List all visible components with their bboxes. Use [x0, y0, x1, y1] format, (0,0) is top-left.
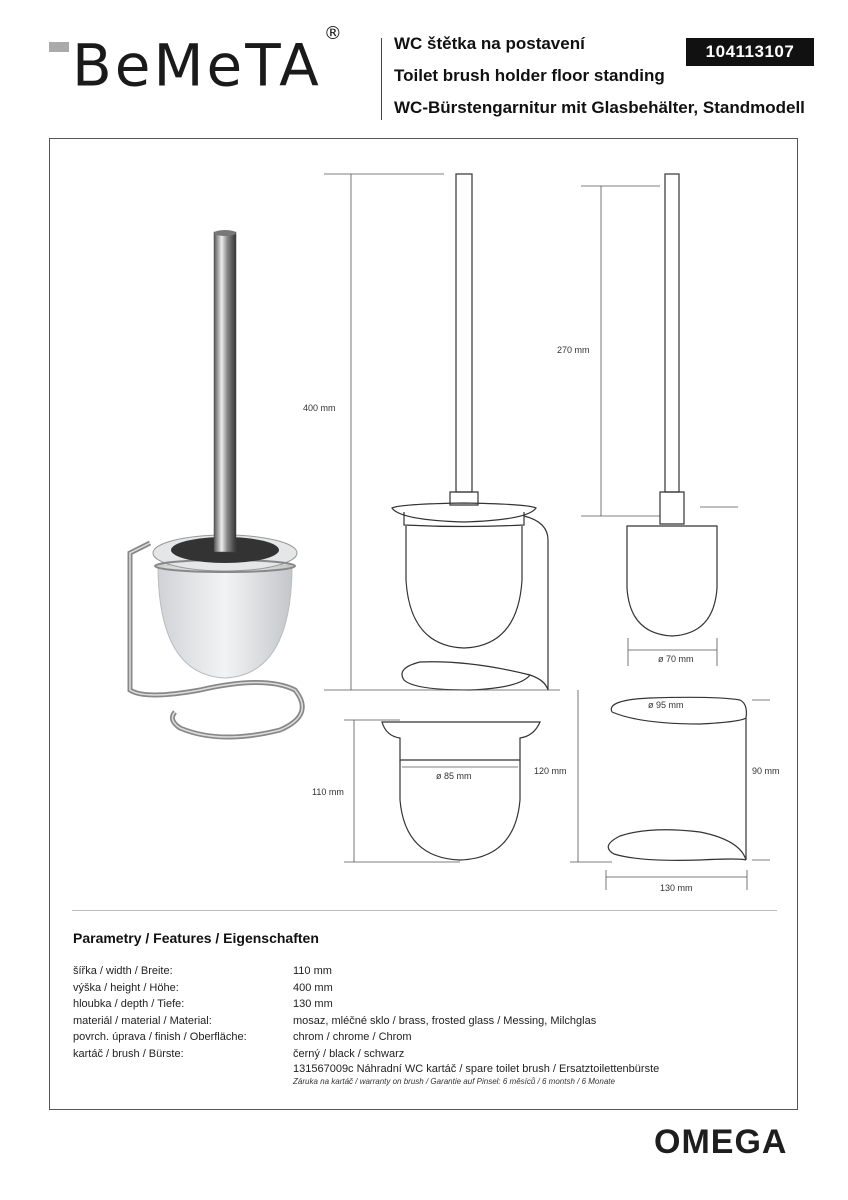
dimension-height-total	[324, 174, 560, 690]
brand-name: BeMeTA	[72, 31, 322, 100]
param-value: 110 mm	[293, 965, 332, 977]
param-label: kartáč / brush / Bürste:	[73, 1047, 184, 1060]
series-name: OMEGA	[654, 1123, 788, 1161]
param-value: chrom / chrome / Chrom	[293, 1031, 412, 1043]
param-value: 130 mm	[293, 998, 333, 1010]
title-english: Toilet brush holder floor standing	[394, 66, 665, 85]
title-german: WC-Bürstengarnitur mit Glasbehälter, Standmodell	[394, 98, 805, 117]
holder-view-drawing	[608, 697, 746, 860]
product-code-badge: 104113107	[686, 38, 814, 66]
param-label: výška / height / Höhe:	[73, 981, 179, 994]
dimension-glass	[344, 720, 518, 862]
product-photo	[130, 230, 302, 737]
param-value: 400 mm	[293, 981, 333, 994]
label-ring-diameter: ø 95 mm	[648, 700, 684, 710]
param-row	[73, 1046, 773, 1063]
param-row	[73, 996, 773, 1013]
label-ring-height: 90 mm	[752, 766, 780, 776]
param-row	[73, 1029, 773, 1046]
label-holder-depth: 130 mm	[660, 883, 693, 893]
label-brush-diameter: ø 70 mm	[658, 654, 694, 664]
label-glass-diameter: ø 85 mm	[436, 771, 472, 781]
section-divider	[72, 910, 777, 911]
param-label: šířka / width / Breite:	[73, 965, 173, 977]
title-czech: WC štětka na postavení	[394, 34, 585, 53]
spare-part-line: 131567009c Náhradní WC kartáč / spare toilet brush / Ersatztoilettenbürste	[293, 1063, 660, 1075]
label-height-total: 400 mm	[303, 403, 336, 413]
glass-view-drawing	[382, 722, 540, 860]
dimension-handle-length	[581, 186, 738, 516]
params-heading: Parametry / Features / Eigenschaften	[73, 930, 319, 946]
side-view-drawing	[392, 174, 548, 690]
label-holder-height: 120 mm	[534, 766, 567, 776]
brush-view-drawing	[627, 174, 717, 636]
label-handle-length: 270 mm	[557, 345, 590, 355]
param-label: hloubka / depth / Tiefe:	[73, 998, 185, 1010]
param-label: povrch. úprava / finish / Oberfläche:	[73, 1031, 247, 1043]
param-row	[73, 963, 773, 980]
param-value: mosaz, mléčné sklo / brass, frosted glass / Messing, Milchglas	[293, 1014, 597, 1027]
param-row	[73, 1013, 773, 1030]
warranty-note: Záruka na kartáč / warranty on brush / Garantie auf Pinsel: 6 měsíců / 6 montsh / 6 Monate	[293, 1077, 615, 1086]
param-label: materiál / material / Material:	[73, 1014, 212, 1027]
label-glass-height: 110 mm	[312, 787, 344, 797]
params-table	[73, 963, 773, 1062]
param-value: černý / black / schwarz	[293, 1047, 405, 1060]
param-row	[73, 980, 773, 997]
registered-mark: ®	[323, 23, 342, 44]
